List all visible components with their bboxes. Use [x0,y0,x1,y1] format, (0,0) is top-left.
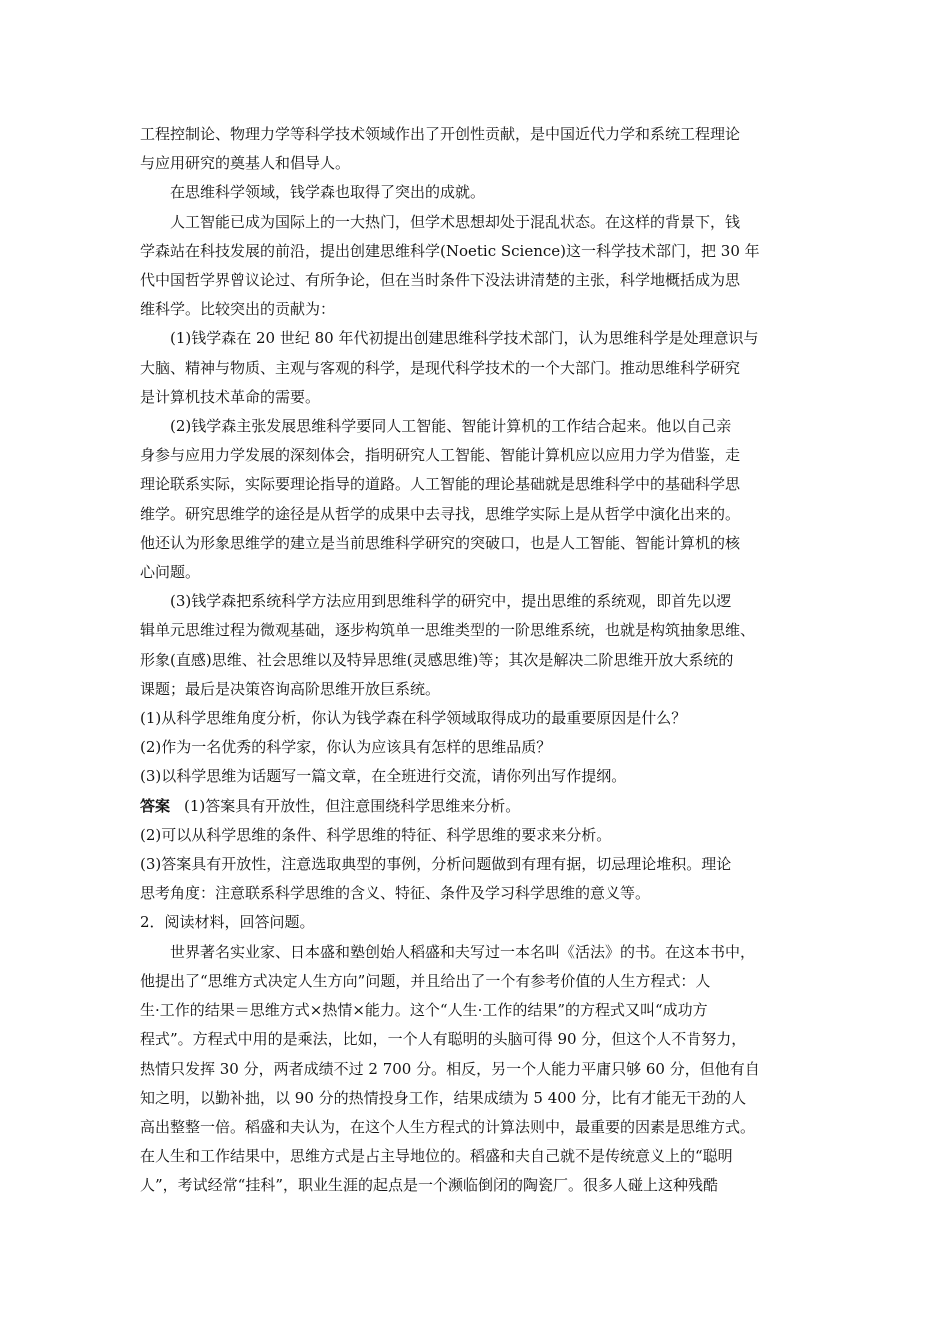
question-2-section [140,908,812,1200]
answer-item-2: (2)可以从科学思维的条件、科学思维的特征、科学思维的要求来分析。 [140,825,612,844]
text-line: 人工智能已成为国际上的一大热门，但学术思想却处于混乱状态。在这样的背景下，钱 [170,212,741,231]
text-line: 课题；最后是决策咨询高阶思维开放巨系统。 [140,679,441,698]
answer-item-3: (3)答案具有开放性，注意选取典型的事例，分析问题做到有理有据，切忌理论堆积。理论 [140,855,732,874]
answer-label: 答案 [140,796,171,815]
text-line: 维科学。比较突出的贡献为： [140,300,336,319]
answer-item-3-cont: 思考角度：注意联系科学思维的含义、特征、条件及学习科学思维的意义等。 [140,884,651,903]
text-line: 高出整整一倍。稻盛和夫认为，在这个人生方程式的计算法则中，最重要的因素是思维方式。 [140,1117,756,1136]
paragraph [140,412,812,587]
text-line: 生·工作的结果＝思维方式×热情×能力。这个“人生·工作的结果”的方程式又叫“成功方 [140,1001,708,1020]
text-line: 代中国哲学界曾议论过、有所争论，但在当时条件下没法讲清楚的主张，科学地概括成为思 [140,271,741,290]
answer-section [140,792,812,909]
text-line: 与应用研究的奠基人和倡导人。 [140,154,351,173]
text-line: 人”，考试经常“挂科”，职业生涯的起点是一个濒临倒闭的陶瓷厂。很多人碰上这种残酷 [140,1176,719,1195]
text-line: 他还认为形象思维学的建立是当前思维科学研究的突破口，也是人工智能、智能计算机的核 [140,533,741,552]
paragraph [140,120,812,178]
text-line: 程式”。方程式中用的是乘法，比如，一个人有聪明的头脑可得 90 分，但这个人不肯努力， [140,1030,747,1049]
text-line: 热情只发挥 30 分，两者成绩不过 2 700 分。相反，另一个人能力平庸只够 60 分，但他有自 [140,1059,760,1078]
text-line: 形象(直感)思维、社会思维以及特异思维(灵感思维)等；其次是解决二阶思维开放大系统的 [140,650,734,669]
question-heading: 2．阅读材料，回答问题。 [140,913,315,932]
text-line: 知之明，以勤补拙，以 90 分的热情投身工作，结果成绩为 5 400 分，比有才能无干劲的人 [140,1088,747,1107]
text-line: 身参与应用力学发展的深刻体会，指明研究人工智能、智能计算机应以应用力学为借鉴，走 [140,446,741,465]
question-2: (2)作为一名优秀的科学家，你认为应该具有怎样的思维品质？ [140,738,552,757]
question-1: (1)从科学思维角度分析，你认为钱学森在科学领域取得成功的最重要原因是什么？ [140,709,687,728]
paragraph [140,208,812,325]
text-line: 在思维科学领域，钱学森也取得了突出的成就。 [170,183,486,202]
text-line: 辑单元思维过程为微观基础，逐步构筑单一思维类型的一阶思维系统，也就是构筑抽象思维、 [140,621,756,640]
text-line: 他提出了“思维方式决定人生方向”问题，并且给出了一个有参考价值的人生方程式：人 [140,971,711,990]
text-line: 工程控制论、物理力学等科学技术领域作出了开创性贡献，是中国近代力学和系统工程理论 [140,125,741,143]
text-line: 学森站在科技发展的前沿，提出创建思维科学(Noetic Science)这一科学技术部门，把 30 年 [140,241,760,260]
document-page [140,120,812,1201]
paragraph [140,324,812,412]
paragraph [140,587,812,704]
text-line: (2)钱学森主张发展思维科学要同人工智能、智能计算机的工作结合起来。他以自己亲 [170,417,732,436]
text-line: 世界著名实业家、日本盛和塾创始人稻盛和夫写过一本名叫《活法》的书。在这本书中， [170,942,756,961]
paragraph [140,178,812,207]
question-list [140,704,812,792]
text-line: 心问题。 [140,563,201,582]
question-3: (3)以科学思维为话题写一篇文章，在全班进行交流，请你列出写作提纲。 [140,767,627,786]
text-line: (3)钱学森把系统科学方法应用到思维科学的研究中，提出思维的系统观，即首先以逻 [170,592,732,611]
text-line: 维学。研究思维学的途径是从哲学的成果中去寻找，思维学实际上是从哲学中演化出来的。 [140,504,741,523]
text-line: 大脑、精神与物质、主观与客观的科学，是现代科学技术的一个大部门。推动思维科学研究 [140,358,741,377]
text-line: (1)钱学森在 20 世纪 80 年代初提出创建思维科学技术部门，认为思维科学是处理意识与 [170,329,759,348]
text-line: 在人生和工作结果中，思维方式是占主导地位的。稻盛和夫自己就不是传统意义上的“聪明 [140,1147,733,1166]
answer-text: (1)答案具有开放性，但注意围绕科学思维来分析。 [184,796,521,815]
text-line: 理论联系实际，实际要理论指导的道路。人工智能的理论基础就是思维科学中的基础科学思 [140,475,741,494]
answer-first-line [140,792,812,821]
text-line: 是计算机技术革命的需要。 [140,387,321,406]
